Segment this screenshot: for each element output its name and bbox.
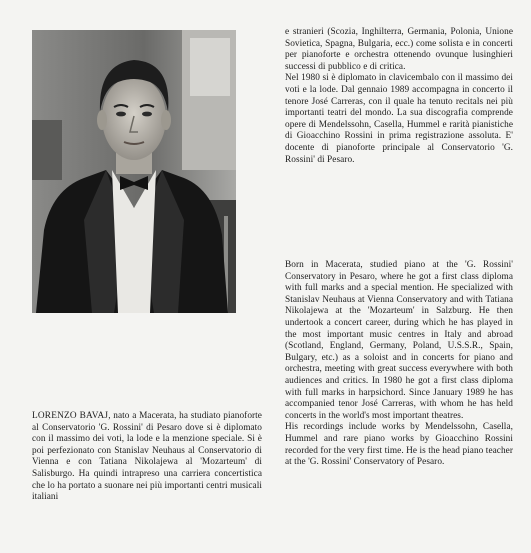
english-paragraph-1: Born in Macerata, studied piano at the 'G. Rossini' Conservatory in Pesaro, where he got a first class diploma with full marks and a special mention. He specialized with Stanislav Neuhaus at Vienna Conservatory and with Tatiana Nikolajewa at the 'Mozarteum' in Salzburg. He then undertook a concert career, during which he has played in the most important music centres in Italy and abroad (Scotland, England, Germany, Poland, U.S.S.R., Spain, Bulgary, etc.) as a soloist and in concerts for piano and orchestra, meeting with great success everywhere with both audiences and critics. In 1980 he got a first class diploma with full marks in harpsichord. Since January 1989 he has accompanied tenor José Carreras, with whom he has held concerts in the world's most important theatres. <box>285 260 513 421</box>
portrait-photo <box>32 30 236 313</box>
english-paragraph-2: His recordings include works by Mendelssohn, Casella, Hummel and rare piano works by Gioacchino Rossini recorded for the very first time. He is the head piano teacher at the 'G. Rossini' Conservatory of Pesaro. <box>285 422 513 468</box>
biography-italian-continued <box>285 27 513 166</box>
italian-paragraph-1: e stranieri (Scozia, Inghilterra, Germania, Polonia, Unione Sovietica, Spagna, Bulgaria, ecc.) come solista e in concerti per pianoforte e orchestra ottenendo ovunque lusinghieri successi di pubblico e di critica. <box>285 27 513 72</box>
biography-paragraph <box>32 411 262 504</box>
artist-name: LORENZO BAVAJ <box>32 411 109 421</box>
biography-english <box>285 260 513 469</box>
biography-italian-intro <box>32 411 262 504</box>
portrait-illustration <box>32 30 236 313</box>
italian-paragraph-2: Nel 1980 si è diplomato in clavicembalo con il massimo dei voti e la lode. Dal gennaio 1989 accompagna in concerto il tenore José Carreras, con il quale ha tenuto recitals nei più importanti teatri del mondo. La sua discografia comprende opere di Mendelssohn, Casella, Hummel e rarità pianistiche di Gioacchino Rossini in prima registrazione assoluta. E' docente di pianoforte principale al Conservatorio 'G. Rossini' di Pesaro. <box>285 73 513 165</box>
biography-text: , nato a Macerata, ha studiato pianoforte al Conservatorio 'G. Rossini' di Pesaro dove si è diplomato con il massimo dei voti, la lode e la menzione speciale. Si è poi perfezionato con Stanislav Neuhaus al Conservatorio di Vienna e con Tatiana Nikolajewa al 'Mozarteum' di Salisburgo. Ha quindi intrapreso una carriera concertistica che lo ha portato a suonare nei più importanti centri musicali italiani <box>32 411 262 503</box>
